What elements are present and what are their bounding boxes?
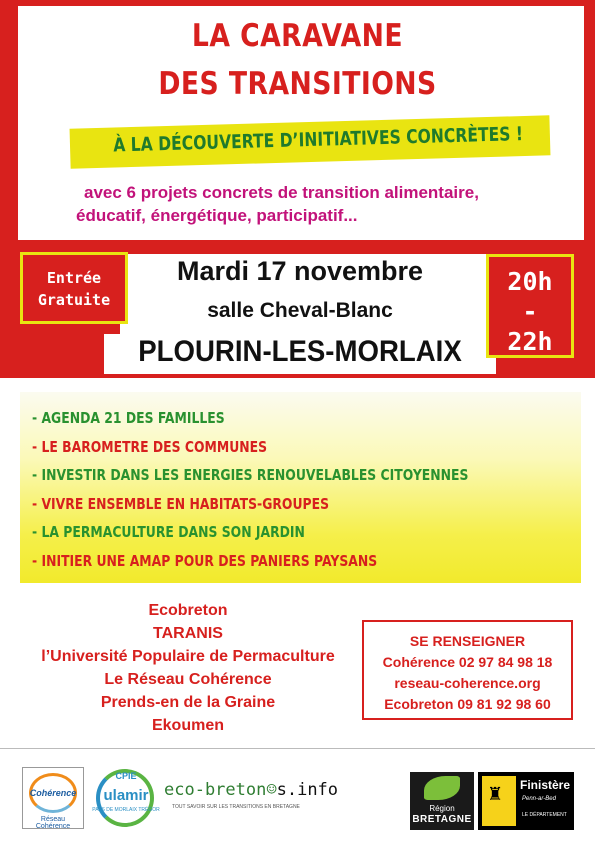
lion-shield-icon: ♜ <box>487 784 504 804</box>
partner-item: TARANIS <box>153 625 223 642</box>
leaf-icon <box>424 776 460 800</box>
coherence-logo-word: Cohérence <box>29 788 77 798</box>
project-item: - VIVRE ENSEMBLE EN HABITATS-GROUPES <box>32 494 330 513</box>
event-date: Mardi 17 novembre <box>176 256 424 286</box>
ulamir-logo-sub: PAYS DE MORLAIX TRÉGOR <box>92 807 160 813</box>
banner-text: À LA DÉCOUVERTE D’INITIATIVES CONCRÈTES ! <box>112 123 524 157</box>
ulamir-logo-word: ulamir <box>103 787 149 804</box>
project-item: - INVESTIR DANS LES ENERGIES RENOUVELABLES CITOYENNES <box>32 466 469 484</box>
bretagne-logo-line-2: BRETAGNE <box>412 814 472 825</box>
partner-item: Prends-en de la Graine <box>100 694 276 711</box>
title-line-1: LA CARAVANE <box>191 18 404 54</box>
title-line-2: DES TRANSITIONS <box>158 66 437 102</box>
contact-phone-coherence: Cohérence 02 97 84 98 18 <box>382 654 553 670</box>
finistere-logo-line-2: Penn-ar-Bed <box>522 796 556 802</box>
intro-line-2: éducatif, énergétique, participatif... <box>76 206 358 225</box>
event-city: PLOURIN-LES-MORLAIX <box>138 335 462 368</box>
coherence-logo-sub: Réseau Cohérence <box>35 816 71 830</box>
partner-item: Le Réseau Cohérence <box>104 671 272 688</box>
time-end: 22h <box>507 327 553 356</box>
event-time-badge <box>486 254 574 358</box>
partner-item: Ekoumen <box>151 717 224 734</box>
eco-face-icon: ☺ <box>266 780 277 800</box>
time-start: 20h <box>507 267 553 296</box>
eco-bretons-logo <box>164 780 354 820</box>
contact-box <box>362 620 573 720</box>
ulamir-logo <box>90 767 162 829</box>
project-item: - LA PERMACULTURE DANS SON JARDIN <box>32 523 305 541</box>
finistere-logo-line-1: Finistère <box>520 778 571 792</box>
eco-info: s.info <box>276 780 339 800</box>
contact-heading: SE RENSEIGNER <box>409 633 526 649</box>
partner-item: l’Université Populaire de Permaculture <box>41 648 335 665</box>
coherence-logo <box>22 767 84 829</box>
intro-line-1: avec 6 projets concrets de transition alimentaire, <box>84 183 479 202</box>
partner-item: Ecobreton <box>148 602 228 619</box>
partners-list <box>6 599 370 737</box>
entree-line-1: Entrée <box>46 269 102 287</box>
contact-phone-ecobreton: Ecobreton 09 81 92 98 60 <box>384 696 551 712</box>
ulamir-logo-top: CPIE <box>115 771 137 781</box>
region-bretagne-logo <box>410 772 474 830</box>
projects-list <box>32 404 572 575</box>
footer-divider <box>0 748 595 749</box>
event-venue: salle Cheval-Blanc <box>207 299 393 322</box>
project-item: - INITIER UNE AMAP POUR DES PANIERS PAYSANS <box>32 551 378 570</box>
bretagne-logo-line-1: Région <box>429 804 455 813</box>
intro-text <box>76 181 576 227</box>
time-separator: - <box>522 297 538 326</box>
eco-word: eco-breton <box>164 780 267 800</box>
finistere-logo-line-3: LE DÉPARTEMENT <box>522 812 567 818</box>
finistere-logo <box>478 772 574 830</box>
contact-website-link[interactable]: reseau-coherence.org <box>394 675 541 691</box>
eco-bretons-logo-word <box>164 780 354 800</box>
entree-line-2: Gratuite <box>37 291 111 309</box>
project-item: - AGENDA 21 DES FAMILLES <box>32 409 225 427</box>
project-item: - LE BAROMETRE DES COMMUNES <box>32 437 268 456</box>
eco-bretons-logo-sub: TOUT SAVOIR SUR LES TRANSITIONS EN BRETAGNE <box>172 804 300 810</box>
